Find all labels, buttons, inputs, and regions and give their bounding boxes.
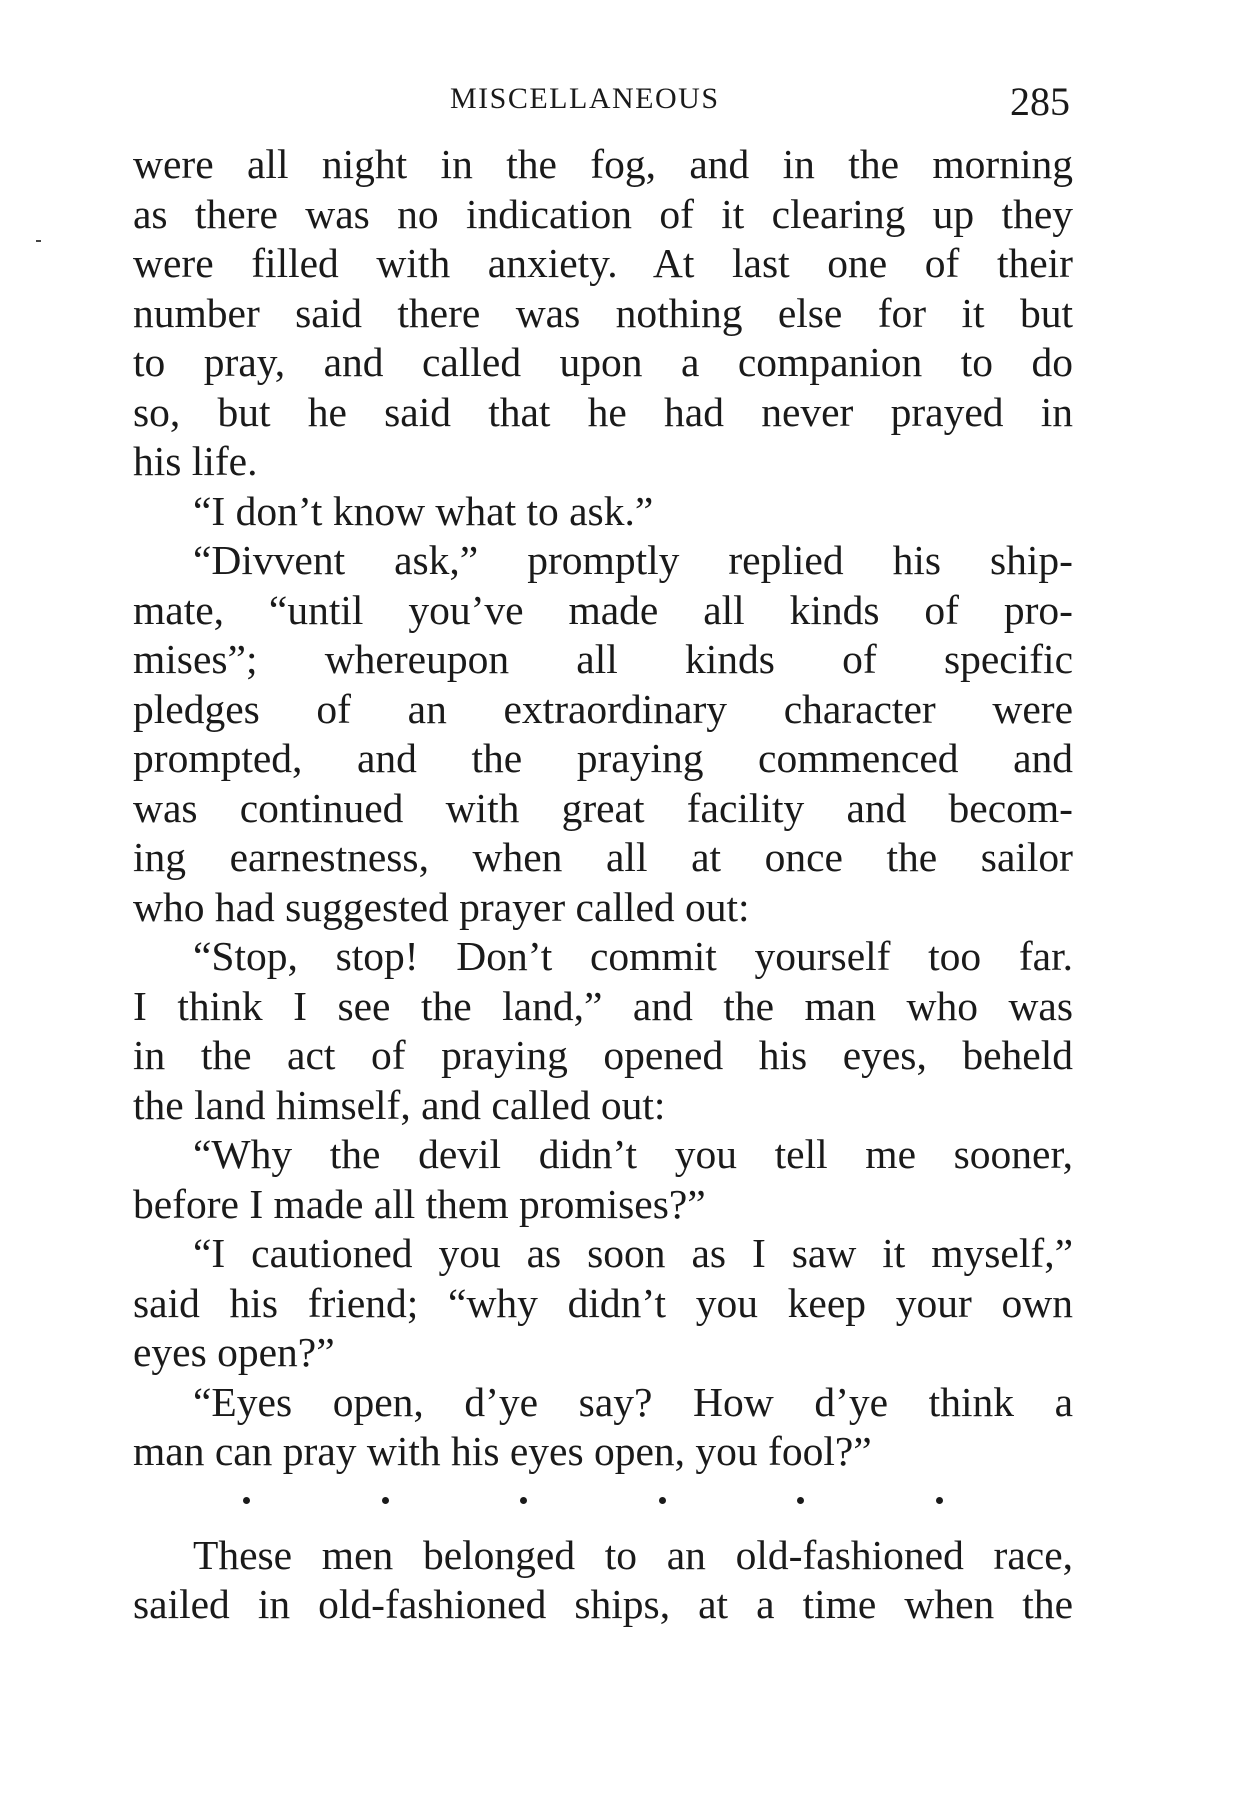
running-title: MISCELLANEOUS — [450, 82, 720, 115]
text-line: “I don’t know what to ask.” — [193, 487, 654, 534]
text-line: “Divvent ask,” promptly replied his ship- — [193, 537, 1073, 583]
text-line: before I made all them promises?” — [133, 1180, 706, 1227]
text-line: to pray, and called upon a companion to do — [133, 339, 1073, 385]
text-line: “Why the devil didn’t you tell me sooner, — [193, 1131, 1073, 1177]
text-line: eyes open?” — [133, 1329, 335, 1375]
text-line: These men belonged to an old-fashioned race, — [193, 1531, 1073, 1578]
text-line: so, but he said that he had never prayed in — [133, 388, 1073, 435]
section-separator — [243, 1481, 943, 1521]
separator-dot — [659, 1497, 666, 1504]
separator-dot — [520, 1497, 527, 1504]
text-line: prompted, and the praying commenced and — [133, 735, 1073, 781]
text-line: were filled with anxiety. At last one of their — [133, 240, 1073, 286]
text-line: mate, “until you’ve made all kinds of pro- — [133, 586, 1073, 633]
separator-dot — [243, 1497, 250, 1504]
text-line: who had suggested prayer called out: — [133, 883, 750, 930]
text-line: man can pray with his eyes open, you fool?” — [133, 1428, 872, 1474]
page-number: 285 — [1010, 79, 1070, 124]
text-line: mises”; whereupon all kinds of specific — [133, 636, 1073, 682]
text-line: sailed in old-fashioned ships, at a time when the — [133, 1581, 1073, 1627]
separator-dot — [936, 1497, 943, 1504]
text-line: “Eyes open, d’ye say? How d’ye think a — [193, 1378, 1073, 1425]
text-line: ing earnestness, when all at once the sailor — [133, 834, 1073, 880]
running-header — [130, 70, 1080, 130]
text-line: in the act of praying opened his eyes, beheld — [133, 1032, 1073, 1078]
text-line: “Stop, stop! Don’t commit yourself too far. — [193, 933, 1073, 979]
text-line: as there was no indication of it clearing up they — [133, 190, 1073, 237]
margin-mark — [36, 240, 41, 242]
body-text — [133, 140, 1073, 1630]
text-line: was continued with great facility and becom- — [133, 784, 1073, 831]
text-line: I think I see the land,” and the man who was — [133, 982, 1073, 1029]
separator-dot — [797, 1497, 804, 1504]
text-line: the land himself, and called out: — [133, 1081, 666, 1128]
separator-dot — [382, 1497, 389, 1504]
text-line: “I cautioned you as soon as I saw it myself,” — [193, 1230, 1073, 1276]
text-line: were all night in the fog, and in the morning — [133, 141, 1073, 187]
text-line: pledges of an extraordinary character were — [133, 685, 1073, 732]
text-line: number said there was nothing else for it but — [133, 289, 1073, 336]
text-line: said his friend; “why didn’t you keep your own — [133, 1279, 1073, 1326]
text-line: his life. — [133, 438, 258, 484]
